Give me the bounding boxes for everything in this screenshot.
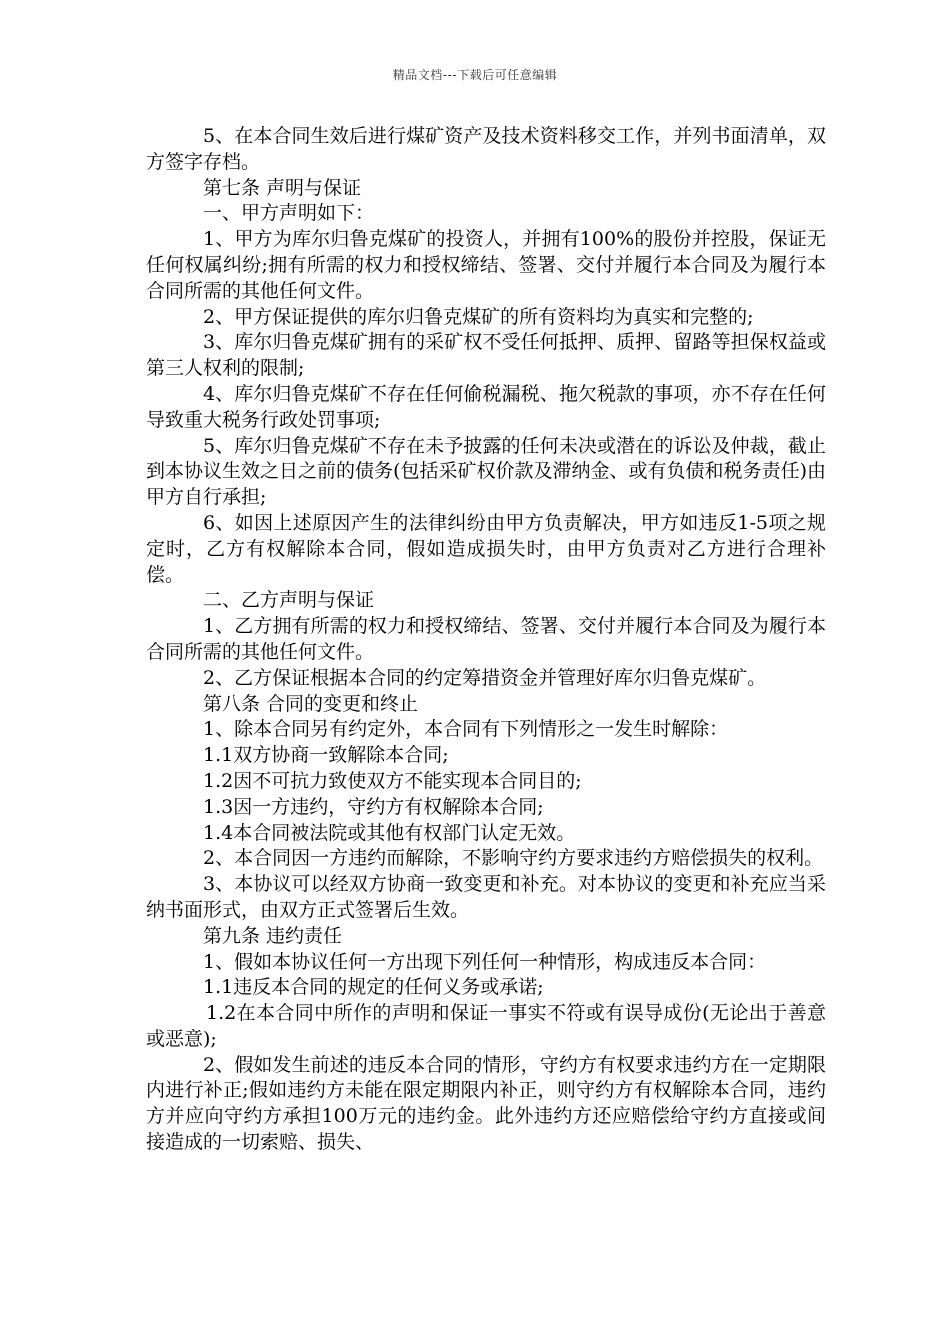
paragraph: 6、如因上述原因产生的法律纠纷由甲方负责解决，甲方如违反1-5项之规定时，乙方有权解除本合同，假如造成损失时，由甲方负责对乙方进行合理补偿。 — [146, 511, 826, 586]
paragraph: 1、甲方为库尔归鲁克煤矿的投资人，并拥有100%的股份并控股，保证无任何权属纠纷;拥有所需的权力和授权缔结、签署、交付并履行本合同及为履行本合同所需的其他任何文件。 — [146, 228, 826, 302]
section-heading: 第七条 声明与保证 — [203, 176, 362, 199]
list-item: 1.1双方协商一致解除本合同; — [203, 744, 449, 767]
paragraph: 4、库尔归鲁克煤矿不存在任何偷税漏税、拖欠税款的事项，亦不存在任何导致重大税务行政处罚事项; — [146, 382, 826, 431]
paragraph: 2、本合同因一方违约而解除，不影响守约方要求违约方赔偿损失的权利。 — [203, 847, 824, 870]
list-item: 1.4本合同被法院或其他有权部门认定无效。 — [203, 821, 576, 844]
paragraph: 2、乙方保证根据本合同的约定筹措资金并管理好库尔归鲁克煤矿。 — [203, 666, 767, 689]
list-item: 1.1违反本合同的规定的任何义务或承诺; — [203, 976, 544, 999]
list-item: 1.2因不可抗力致使双方不能实现本合同目的; — [203, 769, 582, 792]
paragraph: 3、本协议可以经双方协商一致变更和补充。对本协议的变更和补充应当采纳书面形式，由双方正式签署后生效。 — [146, 873, 826, 921]
paragraph: 2、甲方保证提供的库尔归鲁克煤矿的所有资料均为真实和完整的; — [203, 305, 754, 328]
subsection-heading: 一、甲方声明如下： — [203, 202, 375, 225]
list-item: 1.2在本合同中所作的声明和保证一事实不符或有误导成份(无论出于善意或恶意); — [146, 1002, 826, 1050]
page-header: 精品文档---下载后可任意编辑 — [392, 68, 558, 82]
subsection-heading: 二、乙方声明与保证 — [203, 589, 375, 612]
paragraph: 1、假如本协议任何一方出现下列任何一种情形，构成违反本合同： — [203, 950, 767, 973]
paragraph: 1、乙方拥有所需的权力和授权缔结、签署、交付并履行本合同及为履行本合同所需的其他任何文件。 — [146, 615, 826, 663]
document-body — [146, 124, 826, 1156]
section-heading: 第九条 违约责任 — [203, 924, 343, 947]
section-heading: 第八条 合同的变更和终止 — [203, 692, 419, 715]
paragraph: 1、除本合同另有约定外，本合同有下列情形之一发生时解除： — [203, 718, 729, 741]
paragraph: 2、假如发生前述的违反本合同的情形，守约方有权要求违约方在一定期限内进行补正;假如违约方未能在限定期限内补正，则守约方有权解除本合同，违约方并应向守约方承担100万元的违约金。此外违约方还应赔偿给守约方直接或间接造成的一切索赔、损失、 — [146, 1053, 826, 1154]
paragraph: 5、在本合同生效后进行煤矿资产及技术资料移交工作，并列书面清单，双方签字存档。 — [146, 125, 826, 173]
paragraph: 3、库尔归鲁克煤矿拥有的采矿权不受任何抵押、质押、留路等担保权益或第三人权利的限制; — [146, 331, 826, 380]
list-item: 1.3因一方违约，守约方有权解除本合同; — [203, 795, 544, 818]
paragraph: 5、库尔归鲁克煤矿不存在未予披露的任何未决或潜在的诉讼及仲裁，截止到本协议生效之日之前的债务(包括采矿权价款及滞纳金、或有负债和税务责任)由甲方自行承担; — [146, 434, 826, 509]
